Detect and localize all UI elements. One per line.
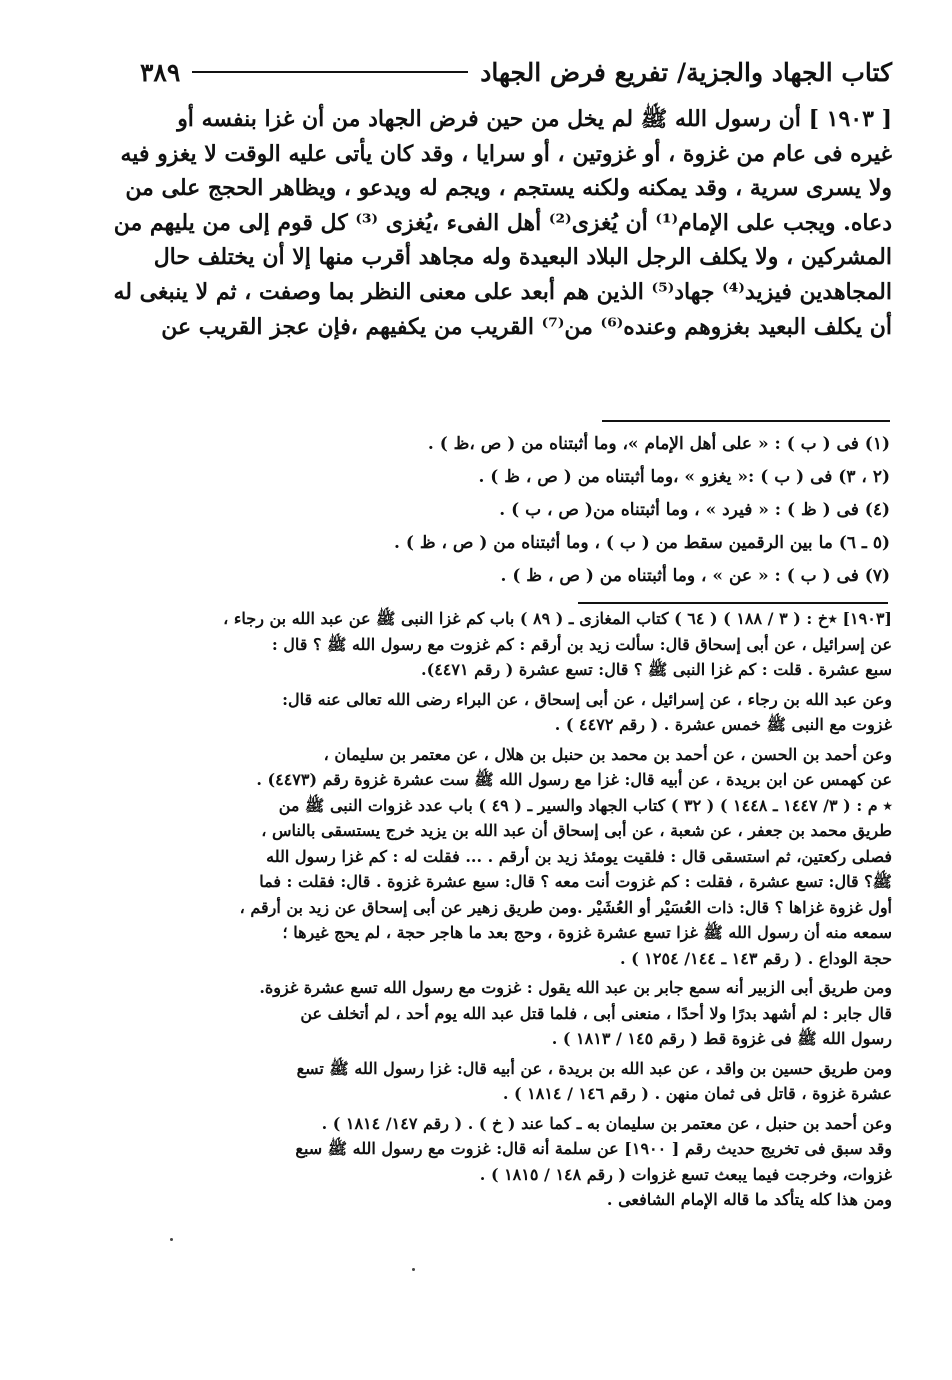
takhrij-line: ومن هذا كله يتأكد ما قاله الإمام الشافعى . — [606, 1190, 892, 1209]
main-text-line: أن يكلف البعيد بغزوهم وعنده⁽⁶⁾ من⁽⁷⁾ القريب من يكفيهم ،فإن عجز القريب عن — [161, 313, 892, 340]
takhrij-line: أول غزوة غزاها ؟ قال: ذات العُسَيْر أو العُشَيْر .ومن طريق زهير عن أبى إسحاق عن زيد بن أرقم ، — [239, 897, 892, 917]
main-text-line: [ ١٩٠٣ ] أن رسول الله ﷺ لم يخل من حين فرض الجهاد من أن غزا بنفسه أو — [177, 106, 892, 132]
takhrij-line: غزوات، وخرجت فيما يبعث تسع غزوات ( رقم ١٤٨ / ١٨١٥ ) . — [479, 1164, 892, 1184]
takhrij-line: وعن أحمد بن الحسن ، عن أحمد بن محمد بن حنبل بن هلال ، عن معتمر بن سليمان ، — [323, 744, 892, 764]
takhrij-line: حجة الوداع . ( رقم ١٤٣ ـ ١٤٤/ ١٢٥٤ ) . — [620, 948, 892, 968]
scan-speck — [170, 1238, 173, 1241]
takhrij-line: [١٩٠٣] ٭خ : ( ٣ / ١٨٨ ) ( ٦٤ ) كتاب المغازى ـ ( ٨٩ ) باب كم غزا النبى ﷺ عن عبد الله بن رجاء ، — [223, 609, 892, 628]
footnote: (٤) فى ( ظ ) : « فيرد » ، وما أثبتناه من( ص ، ب ) . — [499, 500, 890, 520]
footnotes — [340, 428, 890, 593]
takhrij-line: ومن طريق أبى الزبير أنه سمع جابر بن عبد الله يقول : غزوت مع رسول الله تسع عشرة غزوة. — [259, 978, 892, 997]
scan-speck — [412, 1268, 415, 1271]
page-number: ٣٨٩ — [140, 57, 181, 87]
main-text-line: دعاه. ويجب على الإمام⁽¹⁾ أن يُغزى⁽²⁾ أهل الفىء ،يُغزى ⁽³⁾ كل قوم إلى من يليهم من — [113, 209, 892, 236]
running-header — [140, 52, 892, 92]
takhrij-line: غزوت مع النبى ﷺ خمس عشرة . ( رقم ٤٤٧٢ ) . — [554, 715, 892, 734]
takhrij-line: سبع عشرة . قلت : كم غزا النبى ﷺ ؟ قال: تسع عشرة ( رقم ٤٤٧١). — [421, 660, 892, 679]
footnote: (٧) فى ( ب ) : « عن » ، وما أثبتناه من ( ص ، ظ ) . — [500, 566, 890, 586]
main-text-line: غيره فى عام من غزوة ، أو غزوتين ، أو سرايا ، وقد كان يأتى عليه الوقت لا يغزو فيه — [120, 140, 892, 167]
main-text-line: المشركين ، ولا يكلف الرجل البلاد البعيدة وله مجاهد أقرب منها إلا أن يختلف حال — [153, 244, 892, 271]
takhrij-line: فصلى ركعتين، ثم استسقى قال : فلقيت يومئذ زيد بن أرقم . ... فقلت له : كم غزا رسول الله — [266, 846, 892, 866]
footnote: (٥ ـ ٦) ما بين الرقمين سقط من ( ب ) ، وما أثبتناه من ( ص ، ظ ) . — [394, 533, 890, 553]
takhrij-section — [136, 606, 892, 1213]
footnotes-separator — [602, 420, 890, 422]
main-text-line: المجاهدين فيزيد⁽⁴⁾ جهاد⁽⁵⁾ الذين هم أبعد على معنى النظر بما وصفت ، ثم لا ينبغى له — [113, 278, 892, 305]
takhrij-line: قال جابر : لم أشهد بدرًا ولا أحدًا ، منعنى أبى ، فلما قتل عبد الله يوم أحد ، لم أتخلف عن — [300, 1003, 892, 1023]
takhrij-line: طريق محمد بن جعفر ، عن شعبة ، عن أبى إسحاق أن عبد الله بن يزيد خرج يستسقى بالناس ، — [261, 821, 892, 840]
takhrij-line: ٭ م : ( ٣/ ١٤٤٧ ـ ١٤٤٨ ) ( ٣٢ ) كتاب الجهاد والسير ـ ( ٤٩ ) باب عدد غزوات النبى ﷺ من — [278, 795, 892, 815]
takhrij-line: وعن أحمد بن حنبل ، عن معتمر بن سليمان به ـ كما عند ( خ ) . ( رقم ١٤٧/ ١٨١٤ ) . — [321, 1113, 892, 1133]
takhrij-line: ومن طريق حسين بن واقد ، عن عبد الله بن بريدة ، عن أبيه قال: غزا رسول الله ﷺ تسع — [296, 1058, 892, 1078]
takhrij-line: عشرة غزوة ، قاتل فى ثمان منهن . ( رقم ١٤٦ / ١٨١٤ ) . — [502, 1084, 892, 1103]
takhrij-line: سمعه منه أن رسول الله ﷺ غزا تسع عشرة غزوة ، وحج بعد ما هاجر حجة ، لم يحج غيرها ؛ — [282, 923, 892, 942]
book-title: كتاب الجهاد والجزية/ تفريع فرض الجهاد — [480, 57, 892, 87]
footnote: (٢ ، ٣) فى ( ب ) :« يغزو » ،وما أثبتناه من ( ص ، ظ ) . — [478, 467, 890, 487]
main-text-line: ولا يسرى سرية ، وقد يمكنه ولكنه يستجم ، ويجم له ويدعو ، ويظاهر الحجج على من — [125, 175, 892, 202]
takhrij-line: وعن عبد الله بن رجاء ، عن إسرائيل ، عن أبى إسحاق ، عن البراء رضى الله تعالى عنه قال: — [282, 689, 892, 709]
takhrij-line: رسول الله ﷺ فى غزوة قط ( رقم ١٤٥ / ١٨١٣ ) . — [551, 1029, 892, 1048]
main-text — [113, 102, 892, 344]
takhrij-line: ﷺ؟ قال: تسع عشرة ، فقلت : كم غزوت أنت معه ؟ قال: سبع عشرة غزوة . قال: فقلت : فما — [259, 872, 892, 891]
footnote: (١) فى ( ب ) : « على أهل الإمام »، وما أثبتناه من ( ص ،ظ ) . — [427, 434, 890, 454]
takhrij-line: وقد سبق فى تخريج حديث رقم [ ١٩٠٠] عن سلمة أنه قال: غزوت مع رسول الله ﷺ سبع — [295, 1139, 892, 1158]
takhrij-separator — [578, 602, 888, 604]
takhrij-line: عن كهمس عن ابن بريدة ، عن أبيه قال: غزا مع رسول الله ﷺ ست عشرة غزوة رقم (٤٤٧٣) . — [256, 770, 892, 789]
takhrij-line: عن إسرائيل ، عن أبى إسحاق قال: سألت زيد بن أرقم : كم غزوت مع رسول الله ﷺ ؟ قال : — [271, 634, 892, 654]
header-rule — [192, 71, 468, 73]
